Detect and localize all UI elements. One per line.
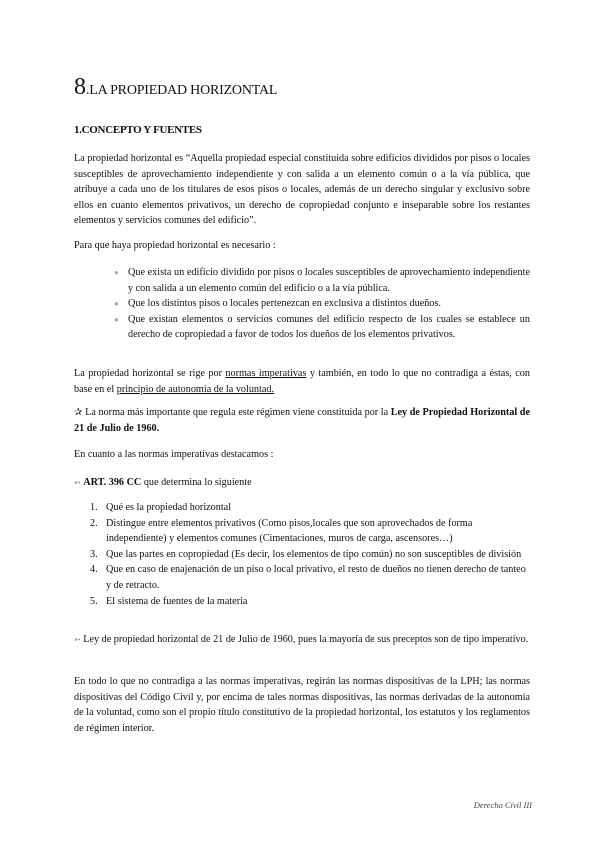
arrow-icon: ➳ <box>74 635 81 644</box>
list-item: 1. Qué es la propiedad horizontal <box>90 502 232 513</box>
chapter-title: .LA PROPIEDAD HORIZONTAL <box>86 83 278 98</box>
list-item-text: Que en caso de enajenación de un piso o local privativo, el resto de dueños no tienen derecho de tanteo y de retracto. <box>106 564 526 591</box>
autonomy-principle-link[interactable]: principio de autonomía de la voluntad. <box>116 383 275 395</box>
art396-list <box>90 500 530 609</box>
page-footer: Derecho Civil III <box>473 800 532 810</box>
bullet-icon: ● <box>114 268 119 277</box>
list-item: 4. Que en caso de enajenación de un piso o local privativo, el resto de dueños no tienen derecho de tanteo y de retracto. <box>90 564 526 591</box>
imperative-intro: En cuanto a las normas imperativas destacamos : <box>74 449 274 460</box>
definition-paragraph: La propiedad horizontal es “Aquella propiedad especial constituida sobre edificios divididos por pisos o locales susceptibles de aprovechamiento independiente y con salida a un elemento común o a la vía pública, que atribuye a cada uno de los titulares de esos pisos o locales, además de un derecho singular y exclusivo sobre ellos en cuanto elementos privativos, un derecho de copropiedad conjunto e inseparable sobre los restantes elementos y servicios comunes del edificio”. <box>74 153 530 227</box>
requirements-list <box>114 265 530 343</box>
law-paragraph: ✰ La norma más importante que regula este régimen viene constituida por la Ley de Propiedad Horizontal de 21 de Julio de 1960. <box>74 407 530 434</box>
list-item-text: Distingue entre elementos privativos (Como pisos,locales que son aprovechados de forma independiente) y elementos comunes (Cimentaciones, muros de carga, ascensores…) <box>106 517 473 545</box>
list-item-text: Que los distintos pisos o locales pertenezcan en exclusiva a distintos dueños. <box>128 298 441 310</box>
dispositive-paragraph: En todo lo que no contradiga a las normas imperativas, regirán las normas dispositivas de la LPH; las normas dispositivas del Código Civil y, por encima de tales normas dispositivas, las normas derivadas de la autonomía de la voluntad, como son el propio título constitutivo de la propiedad horizontal, los estatutos y los reglamentos de régimen interior. <box>74 676 530 734</box>
law-name: Ley de Propiedad Horizontal de 21 de Julio de 1960. <box>74 407 530 434</box>
list-item: 3. Que las partes en copropiedad (Es decir, los elementos de tipo común) no son susceptibles de división <box>90 548 522 560</box>
star-icon: ✰ <box>74 407 83 418</box>
chapter-number: 8 <box>74 74 86 100</box>
section-heading: 1.CONCEPTO Y FUENTES <box>74 124 202 136</box>
lph-paragraph: ➳ Ley de propiedad horizontal de 21 de Julio de 1960, pues la mayoría de sus preceptos son de tipo imperativo. <box>74 634 529 645</box>
art396-heading: ➳ ART. 396 CC que determina lo siguiente <box>74 477 252 488</box>
imperative-norms-link[interactable]: normas imperativas <box>225 368 307 379</box>
list-item: 2. Distingue entre elementos privativos (Como pisos,locales que son aprovechados de forma independiente) y elementos comunes (Cimentaciones, muros de carga, ascensores…) <box>90 517 473 545</box>
regime-paragraph: La propiedad horizontal se rige por normas imperativas y también, en todo lo que no contradiga a éstas, con base en el principio de autonomía de la voluntad. <box>74 368 530 395</box>
list-item <box>114 312 530 343</box>
requirements-intro: Para que haya propiedad horizontal es necesario : <box>74 240 276 251</box>
art396-label: ART. 396 CC <box>83 477 142 488</box>
list-item: 5. El sistema de fuentes de la materia <box>90 595 248 607</box>
list-item <box>114 265 530 296</box>
bullet-icon: ● <box>114 299 119 309</box>
bullet-icon: ● <box>114 314 119 324</box>
list-item <box>114 296 530 312</box>
list-item-text: Que las partes en copropiedad (Es decir, los elementos de tipo común) no son susceptibles de división <box>106 548 522 560</box>
list-item-text: Qué es la propiedad horizontal <box>106 502 232 513</box>
arrow-icon: ➳ <box>74 478 81 487</box>
list-item-text: Que existan elementos o servicios comunes del edificio respecto de los cuales se establece un derecho de copropiedad a favor de todos los dueños de los elementos privativos. <box>128 313 530 341</box>
page-title <box>74 74 277 101</box>
list-item-text: El sistema de fuentes de la materia <box>106 595 248 607</box>
list-item-text: Que exista un edificio dividido por pisos o locales susceptibles de aprovechamiento independiente y con salida a un elemento común del edificio o a la vía pública. <box>128 267 530 294</box>
